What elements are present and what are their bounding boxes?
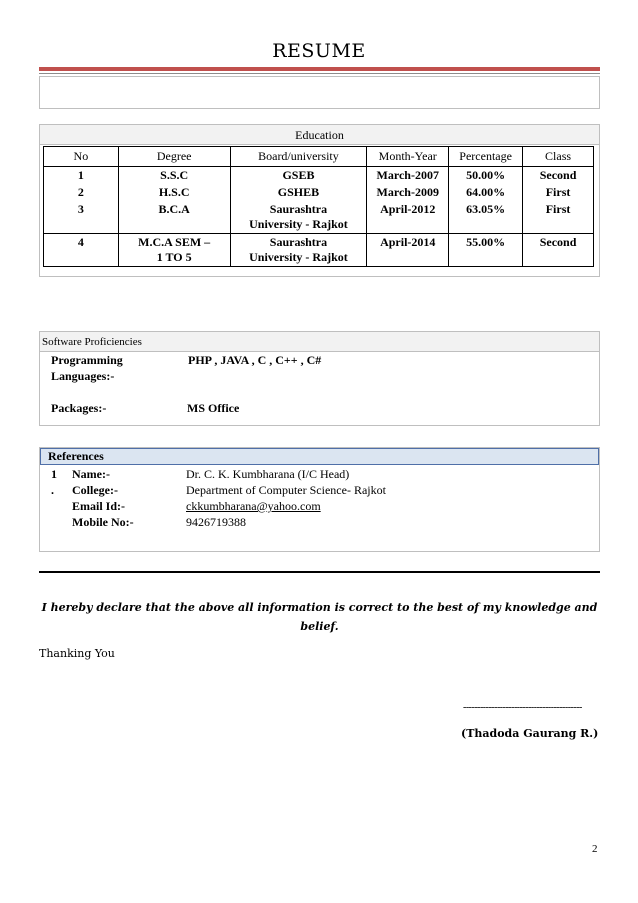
reference-number: 1 .	[51, 467, 57, 497]
college-value: Department of Computer Science- Rajkot	[186, 483, 386, 497]
thanking-text: Thanking You	[39, 647, 115, 660]
cell-degree: M.C.A SEM –1 TO 5	[118, 234, 230, 267]
cell-class: Second	[523, 167, 594, 185]
page-number: 2	[592, 843, 598, 855]
name-value: Dr. C. K. Kumbharana (I/C Head)	[186, 467, 350, 481]
name-label: Name:-	[72, 467, 110, 481]
column-header: No	[44, 147, 119, 167]
cell-month-year: March-2009	[367, 184, 449, 201]
header-box	[39, 76, 600, 109]
cell-month-year: April-2012	[367, 201, 449, 234]
programming-label: Programming Languages:-	[51, 353, 123, 383]
cell-percentage: 55.00%	[449, 234, 523, 267]
cell-board: Saurashtra University - Rajkot	[230, 234, 367, 267]
cell-percentage: 63.05%	[449, 201, 523, 234]
table-row	[44, 184, 594, 201]
cell-board: Saurashtra University - Rajkot	[230, 201, 367, 234]
cell-board: GSHEB	[230, 184, 367, 201]
cell-percentage: 64.00%	[449, 184, 523, 201]
table-row	[44, 234, 594, 267]
programming-value: PHP , JAVA , C , C++ , C#	[188, 353, 322, 367]
section-divider	[39, 571, 600, 573]
email-link[interactable]: ckkumbharana@yahoo.com	[186, 499, 321, 513]
cell-no: 2	[44, 184, 119, 201]
email-label: Email Id:-	[72, 499, 126, 513]
cell-degree: B.C.A	[118, 201, 230, 234]
cell-class: First	[523, 184, 594, 201]
column-header: Percentage	[449, 147, 523, 167]
signature-line: ------------------------------------------	[463, 702, 582, 713]
cell-board: GSEB	[230, 167, 367, 185]
title-rule-thin	[39, 73, 600, 74]
cell-degree: H.S.C	[118, 184, 230, 201]
software-header: Software Proficiencies	[40, 332, 599, 352]
column-header: Class	[523, 147, 594, 167]
declaration-text: I hereby declare that the above all information is correct to the best of my knowledge and belief.	[41, 601, 598, 633]
mobile-value: 9426719388	[186, 515, 246, 529]
mobile-label: Mobile No:-	[72, 515, 134, 529]
column-header: Month-Year	[367, 147, 449, 167]
page-title: RESUME	[272, 40, 366, 62]
title-rule	[39, 67, 600, 71]
references-section	[39, 447, 600, 552]
cell-class: Second	[523, 234, 594, 267]
references-header: References	[40, 448, 599, 465]
table-header-row	[44, 147, 594, 167]
table-row	[44, 167, 594, 185]
cell-month-year: March-2007	[367, 167, 449, 185]
signature-name: (Thadoda Gaurang R.)	[461, 727, 599, 740]
packages-value: MS Office	[187, 401, 240, 415]
software-section	[39, 331, 600, 426]
packages-label: Packages:-	[51, 401, 107, 415]
cell-class: First	[523, 201, 594, 234]
table-row	[44, 201, 594, 234]
column-header: Board/university	[230, 147, 367, 167]
cell-no: 4	[44, 234, 119, 267]
college-label: College:-	[72, 483, 118, 497]
cell-month-year: April-2014	[367, 234, 449, 267]
education-header: Education	[40, 125, 599, 145]
cell-no: 3	[44, 201, 119, 234]
column-header: Degree	[118, 147, 230, 167]
cell-no: 1	[44, 167, 119, 185]
education-table	[43, 146, 594, 267]
cell-degree: S.S.C	[118, 167, 230, 185]
cell-percentage: 50.00%	[449, 167, 523, 185]
education-section	[39, 124, 600, 277]
